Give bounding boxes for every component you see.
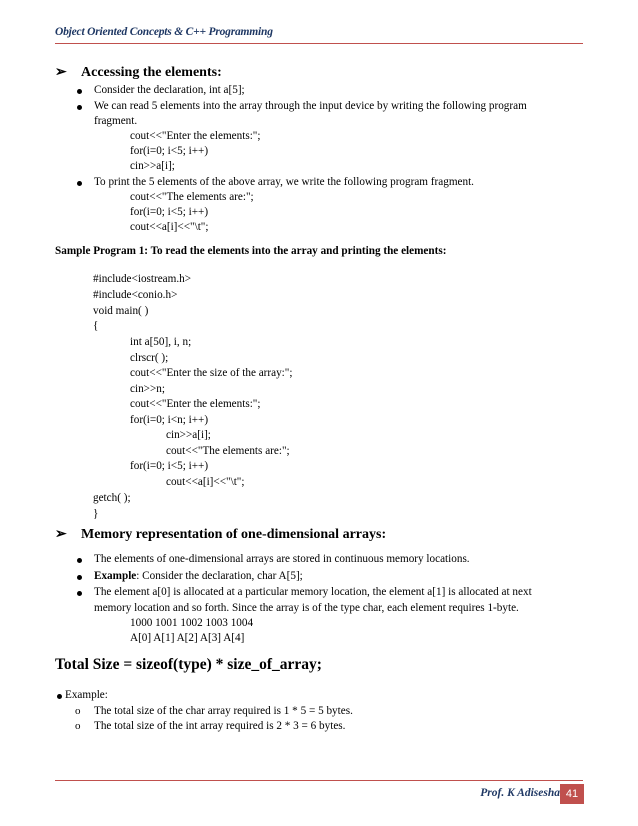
example-text: : Consider the declaration, char A[5];	[136, 570, 303, 582]
header-title: Object Oriented Concepts & C++ Programming	[55, 26, 273, 38]
code-line: cout<<a[i]<<"\t";	[130, 221, 209, 233]
bullet-text: Consider the declaration, int a[5];	[94, 84, 245, 96]
footer-rule	[55, 780, 583, 781]
example-label: Example	[94, 570, 137, 582]
code-line: int a[50], i, n;	[130, 336, 192, 348]
bullet-icon	[77, 181, 82, 186]
code-line: getch( );	[93, 492, 131, 504]
bullet-text: We can read 5 elements into the array through the input device by writing the following program	[94, 100, 527, 112]
bullet-icon	[57, 694, 62, 699]
bullet-text: The element a[0] is allocated at a particular memory location, the element a[1] is allocated at next	[94, 586, 532, 598]
code-line: {	[93, 320, 99, 332]
code-line: cout<<"The elements are:";	[130, 191, 254, 203]
arrow-bullet-icon: ➢	[55, 527, 67, 542]
bullet-icon	[77, 591, 82, 596]
code-line: clrscr( );	[130, 352, 169, 364]
code-line: for(i=0; i<5; i++)	[130, 460, 209, 472]
memory-addresses: 1000 1001 1002 1003 1004	[130, 617, 254, 629]
bullet-icon	[77, 575, 82, 580]
code-line: cout<<"The elements are:";	[166, 445, 290, 457]
bullet-icon	[77, 105, 82, 110]
arrow-bullet-icon: ➢	[55, 65, 67, 80]
bullet-icon	[77, 89, 82, 94]
code-line: #include<conio.h>	[93, 289, 178, 301]
code-line: cout<<"Enter the elements:";	[130, 130, 261, 142]
total-size-formula: Total Size = sizeof(type) * size_of_array;	[55, 656, 322, 673]
example-item: The total size of the char array required is 1 * 5 = 5 bytes.	[94, 705, 353, 717]
example-heading: Example:	[65, 689, 108, 701]
footer-author: Prof. K Adisesha	[480, 787, 560, 799]
circle-bullet-icon: o	[75, 705, 81, 717]
code-line: }	[93, 508, 99, 520]
bullet-text: memory location and so forth. Since the array is of the type char, each element requires 1-byte.	[94, 602, 519, 614]
code-line: cout<<a[i]<<"\t";	[166, 476, 245, 488]
sample-program-title: Sample Program 1: To read the elements into the array and printing the elements:	[55, 245, 447, 257]
code-line: #include<iostream.h>	[93, 273, 192, 285]
bullet-text: To print the 5 elements of the above array, we write the following program fragment.	[94, 176, 474, 188]
code-line: void main( )	[93, 305, 149, 317]
code-line: for(i=0; i<5; i++)	[130, 145, 209, 157]
code-line: for(i=0; i<n; i++)	[130, 414, 209, 426]
bullet-text: The elements of one-dimensional arrays are stored in continuous memory locations.	[94, 553, 470, 565]
code-line: cin>>a[i];	[130, 160, 175, 172]
header-rule	[55, 43, 583, 44]
code-line: for(i=0; i<5; i++)	[130, 206, 209, 218]
circle-bullet-icon: o	[75, 720, 81, 732]
bullet-text	[94, 570, 303, 583]
memory-labels: A[0] A[1] A[2] A[3] A[4]	[130, 632, 245, 644]
bullet-text: fragment.	[94, 115, 138, 127]
page-number: 41	[560, 784, 584, 804]
code-line: cin>>a[i];	[166, 429, 211, 441]
section-heading: Accessing the elements:	[81, 65, 222, 80]
code-line: cout<<"Enter the size of the array:";	[130, 367, 293, 379]
code-line: cin>>n;	[130, 383, 165, 395]
section-heading: Memory representation of one-dimensional arrays:	[81, 527, 387, 542]
bullet-icon	[77, 558, 82, 563]
example-item: The total size of the int array required is 2 * 3 = 6 bytes.	[94, 720, 346, 732]
code-line: cout<<"Enter the elements:";	[130, 398, 261, 410]
